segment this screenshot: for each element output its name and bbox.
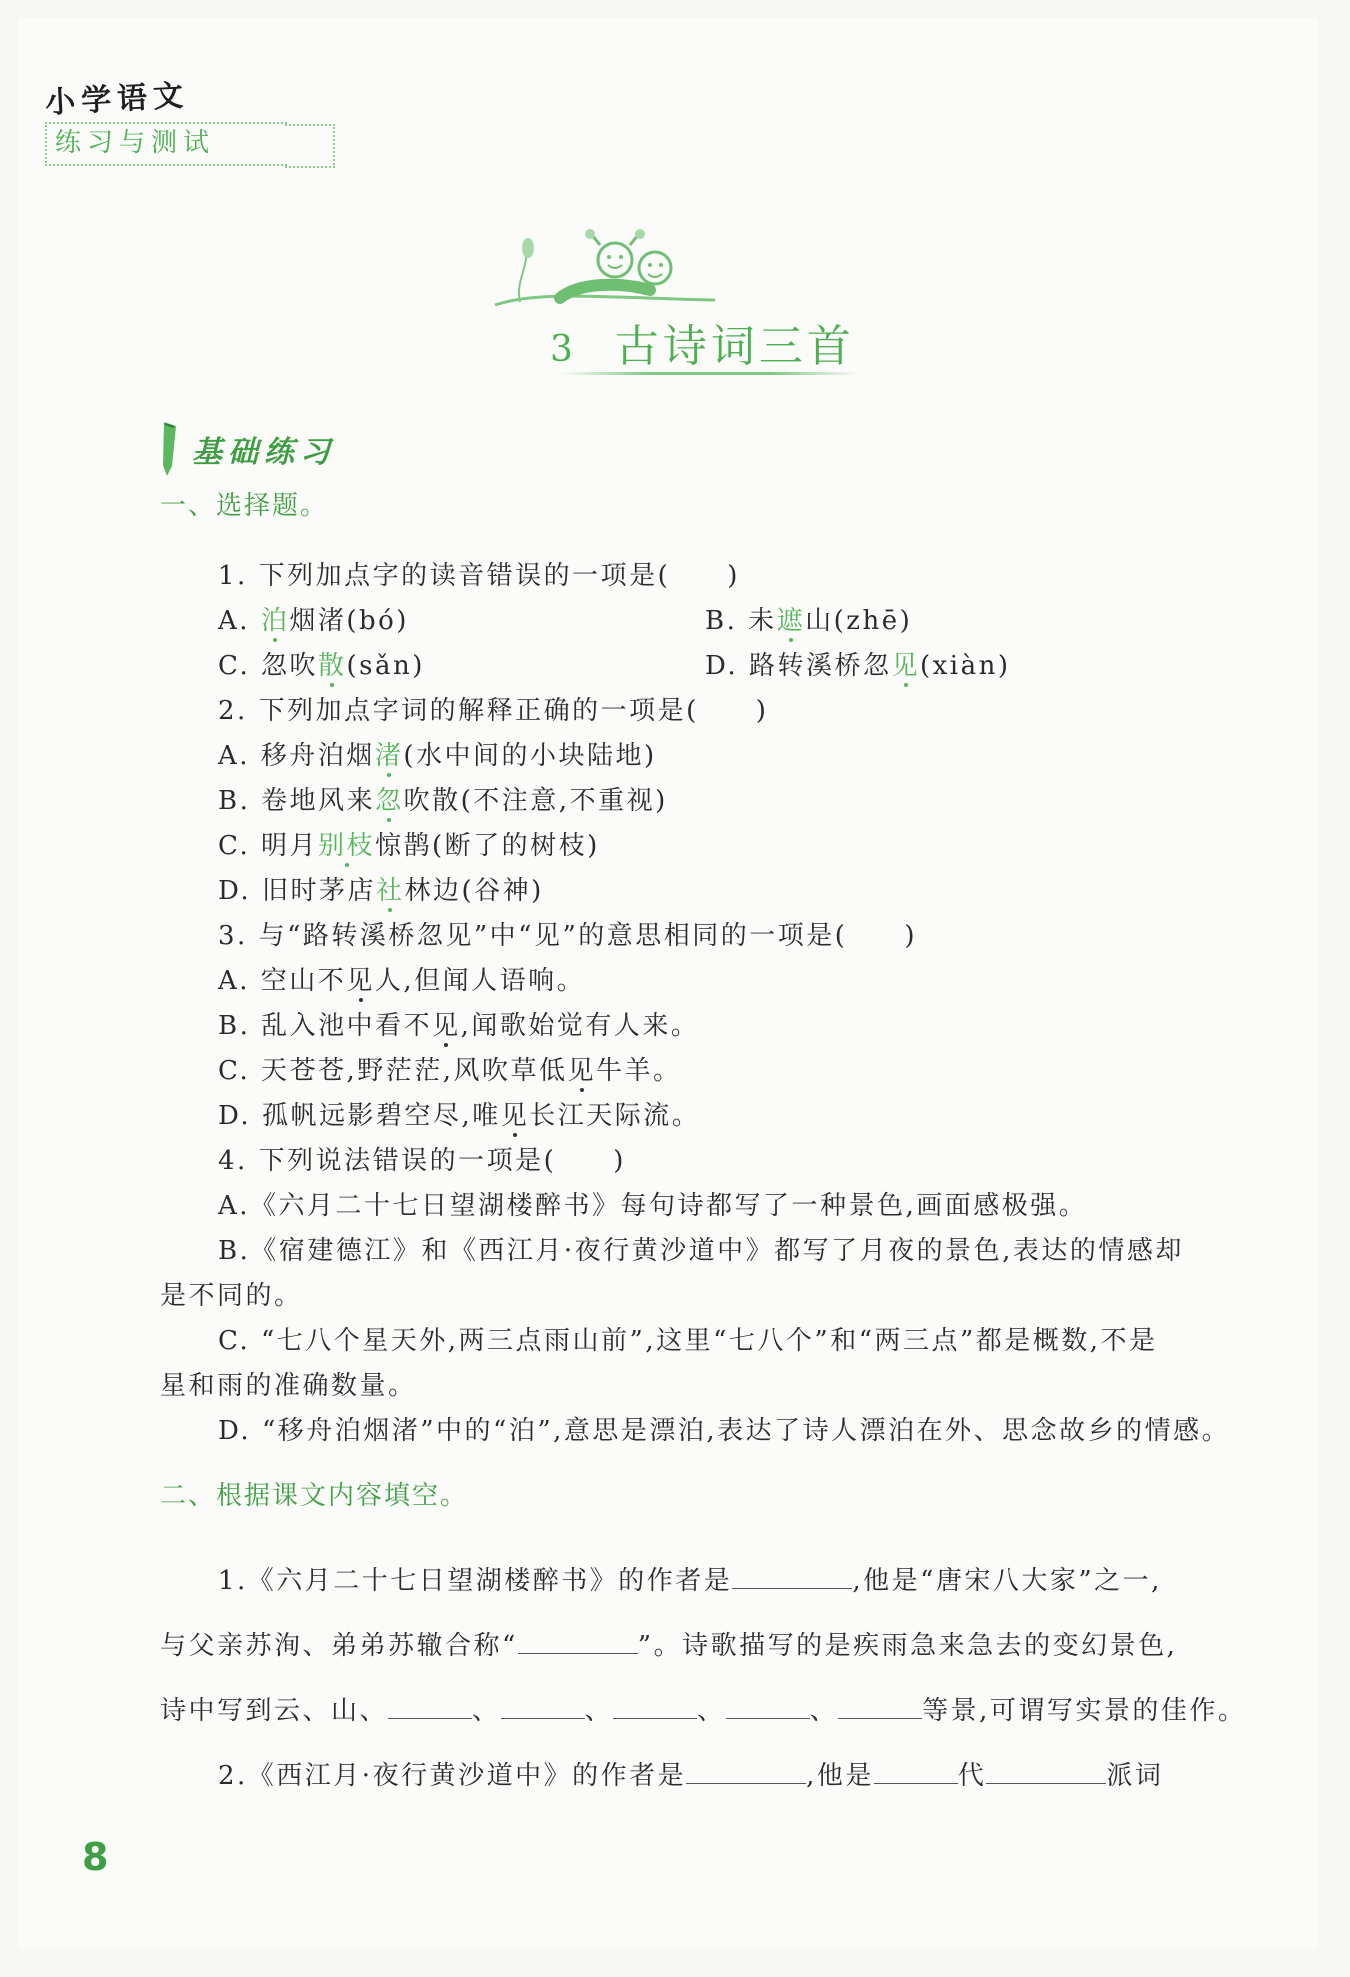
fill-q2-line1: 2.《西江月·夜行黄沙道中》的作者是 ,他是 代 派词: [218, 1755, 1163, 1792]
q1-option-c: C. 忽吹散(sǎn): [218, 651, 425, 681]
blank-field[interactable]: [501, 1692, 585, 1719]
q4-option-c-line1: C. “七八个星天外,两三点雨山前”,这里“七八个”和“两三点”都是概数,不是: [218, 1326, 1158, 1356]
brand-header: [45, 74, 287, 166]
brand-title: 小学语文: [44, 78, 191, 121]
blank-field[interactable]: [986, 1757, 1106, 1784]
q4-option-b-line2: 是不同的。: [160, 1281, 303, 1311]
q2-option-b: B. 卷地风来忽吹散(不注意,不重视): [218, 786, 668, 816]
lesson-underline: [560, 372, 860, 375]
q3-option-c: C. 天苍苍,野茫茫,风吹草低见牛羊。: [218, 1056, 682, 1086]
lesson-number: 3: [550, 329, 577, 370]
q4-option-a: A.《六月二十七日望湖楼醉书》每句诗都写了一种景色,画面感极强。: [218, 1191, 1088, 1221]
q3-option-b: B. 乱入池中看不见,闻歌始觉有人来。: [218, 1011, 700, 1041]
q4-stem: 4. 下列说法错误的一项是( ): [218, 1146, 626, 1176]
section-heading: [160, 420, 336, 478]
section-title: 基础练习: [192, 435, 336, 470]
q1-option-a: A. 泊烟渚(bó): [218, 606, 409, 636]
part2-title: 二、根据课文内容填空。: [160, 1481, 469, 1511]
q2-stem: 2. 下列加点字词的解释正确的一项是( ): [218, 696, 769, 726]
lesson-title: [550, 310, 855, 374]
q2-option-c: C. 明月别枝惊鹊(断了的树枝): [218, 831, 600, 861]
q2-option-a: A. 移舟泊烟渚(水中间的小块陆地): [218, 741, 657, 771]
brand-subtitle-box: [45, 122, 287, 166]
blank-field[interactable]: [874, 1757, 958, 1784]
blank-field[interactable]: [838, 1692, 922, 1719]
q1-option-b: B. 未遮山(zhē): [705, 606, 913, 636]
q2-option-d: D. 旧时茅店社林边(谷神): [218, 876, 544, 906]
q4-option-d: D. “移舟泊烟渚”中的“泊”,意思是漂泊,表达了诗人漂泊在外、思念故乡的情感。: [218, 1416, 1231, 1446]
q3-option-a: A. 空山不见人,但闻人语响。: [218, 966, 586, 996]
q3-stem: 3. 与“路转溪桥忽见”中“见”的意思相同的一项是( ): [218, 921, 918, 951]
blank-field[interactable]: [613, 1692, 697, 1719]
brand-subtitle: 练习与测试: [55, 128, 216, 158]
fill-q1-line3: 诗中写到云、山、 、 、 、 、 等景,可谓写实景的佳作。: [160, 1690, 1246, 1727]
blank-field[interactable]: [732, 1562, 852, 1589]
q4-option-b-line1: B.《宿建德江》和《西江月·夜行黄沙道中》都写了月夜的景色,表达的情感却: [218, 1236, 1184, 1266]
q1-option-d: D. 路转溪桥忽见(xiàn): [705, 651, 1011, 681]
q3-option-d: D. 孤帆远影碧空尽,唯见长江天际流。: [218, 1101, 701, 1131]
blank-field[interactable]: [518, 1627, 638, 1654]
blank-field[interactable]: [686, 1757, 806, 1784]
q1-stem: 1. 下列加点字的读音错误的一项是( ): [218, 561, 740, 591]
lesson-name: 古诗词三首: [614, 321, 855, 372]
pencil-icon: [160, 420, 180, 478]
page-number: 8: [82, 1835, 109, 1879]
children-illustration-icon: [490, 220, 720, 320]
fill-q1-line1: 1.《六月二十七日望湖楼醉书》的作者是 ,他是“唐宋八大家”之一,: [218, 1560, 1162, 1597]
blank-field[interactable]: [726, 1692, 810, 1719]
blank-field[interactable]: [388, 1692, 472, 1719]
fill-q1-line2: 与父亲苏洵、弟弟苏辙合称“ ”。诗歌描写的是疾雨急来急去的变幻景色,: [160, 1625, 1177, 1662]
q4-option-c-line2: 星和雨的准确数量。: [160, 1371, 417, 1401]
part1-title: 一、选择题。: [160, 491, 329, 521]
